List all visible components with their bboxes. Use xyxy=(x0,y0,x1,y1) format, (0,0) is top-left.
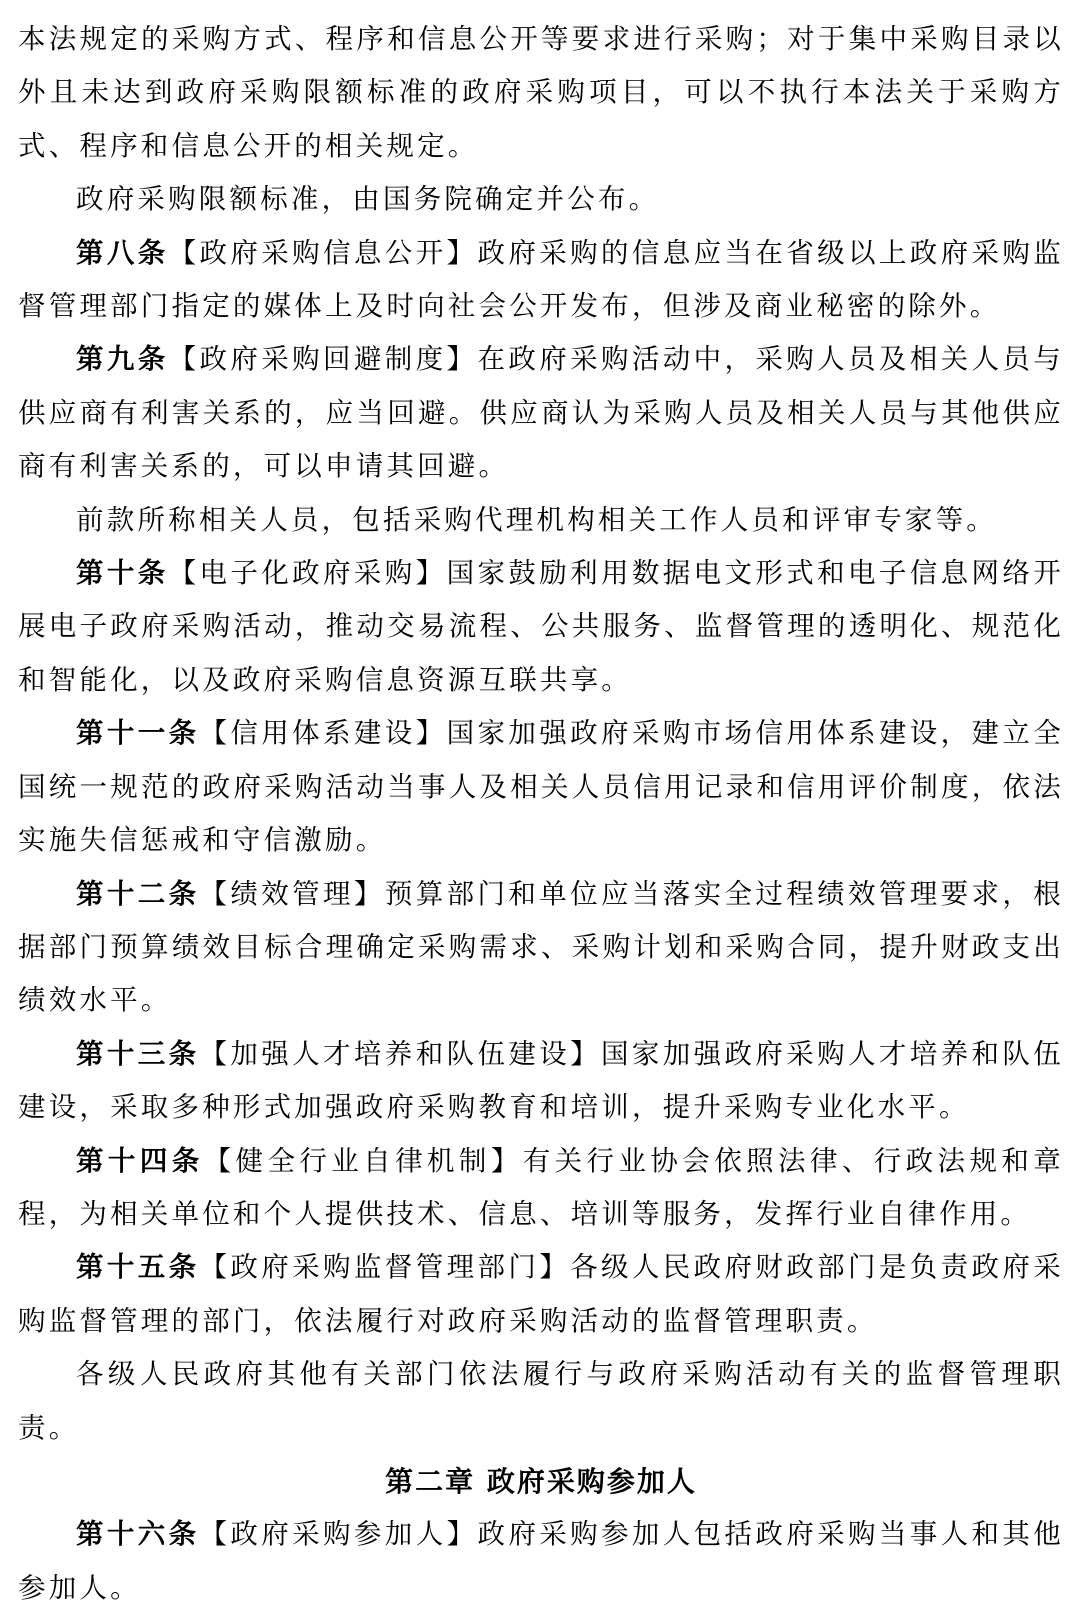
article-13 xyxy=(18,1028,1064,1135)
article-body: 在政府采购活动中，采购人员及相关人员与供应商有利害关系的，应当回避。供应商认为采购人员及相关人员与其他供应商有利害关系的，可以申请其回避。 xyxy=(18,343,1064,483)
article-number: 第十六条 xyxy=(76,1518,200,1551)
article-number: 第八条 xyxy=(76,236,169,269)
article-title: 【加强人才培养和队伍建设】 xyxy=(199,1037,601,1070)
article-16 xyxy=(18,1508,1064,1615)
paragraph-continuation: 本法规定的采购方式、程序和信息公开等要求进行采购；对于集中采购目录以外且未达到政府采购限额标准的政府采购项目，可以不执行本法关于采购方式、程序和信息公开的相关规定。 xyxy=(18,23,1064,162)
article-12 xyxy=(18,868,1064,1028)
article-body: 国家鼓励利用数据电文形式和电子信息网络开展电子政府采购活动，推动交易流程、公共服务、监督管理的透明化、规范化和智能化，以及政府采购信息资源互联共享。 xyxy=(18,557,1064,696)
article-body: 预算部门和单位应当落实全过程绩效管理要求，根据部门预算绩效目标合理确定采购需求、采购计划和采购合同，提升财政支出绩效水平。 xyxy=(18,877,1064,1017)
article-title: 【政府采购回避制度】 xyxy=(168,343,478,376)
article-number: 第十二条 xyxy=(76,877,200,910)
article-body: 各级人民政府财政部门是负责政府采购监督管理的部门，依法履行对政府采购活动的监督管理职责。 xyxy=(18,1251,1064,1337)
article-14 xyxy=(18,1135,1064,1242)
article-15 xyxy=(18,1241,1064,1348)
article-title: 【健全行业自律机制】 xyxy=(203,1144,523,1177)
article-number: 第十三条 xyxy=(76,1037,200,1070)
article-10 xyxy=(18,547,1064,707)
article-title: 【绩效管理】 xyxy=(199,877,385,910)
article-number: 第十五条 xyxy=(76,1251,200,1284)
article-11 xyxy=(18,707,1064,867)
paragraph-other-departments: 各级人民政府其他有关部门依法履行与政府采购活动有关的监督管理职责。 xyxy=(18,1358,1064,1444)
article-body: 政府采购参加人包括政府采购当事人和其他参加人。 xyxy=(18,1518,1064,1604)
article-body: 政府采购的信息应当在省级以上政府采购监督管理部门指定的媒体上及时向社会公开发布，但涉及商业秘密的除外。 xyxy=(18,236,1064,323)
chapter-heading: 第二章 政府采购参加人 xyxy=(385,1464,697,1498)
paragraph-related-personnel: 前款所称相关人员，包括采购代理机构相关工作人员和评审专家等。 xyxy=(76,503,997,536)
article-title: 【电子化政府采购】 xyxy=(168,557,447,590)
article-number: 第十条 xyxy=(76,557,169,590)
article-number: 第十四条 xyxy=(76,1144,204,1177)
article-title: 【信用体系建设】 xyxy=(199,717,447,750)
paragraph-limit-standard: 政府采购限额标准，由国务院确定并公布。 xyxy=(76,183,660,216)
article-number: 第九条 xyxy=(76,343,169,376)
article-body: 有关行业协会依照法律、行政法规和章程，为相关单位和个人提供技术、信息、培训等服务，发挥行业自律作用。 xyxy=(18,1144,1064,1230)
article-title: 【政府采购监督管理部门】 xyxy=(199,1251,571,1284)
article-9 xyxy=(18,333,1064,493)
article-number: 第十一条 xyxy=(76,717,200,750)
article-title: 【政府采购信息公开】 xyxy=(168,236,478,269)
article-body: 国家加强政府采购市场信用体系建设，建立全国统一规范的政府采购活动当事人及相关人员信用记录和信用评价制度，依法实施失信惩戒和守信激励。 xyxy=(18,717,1064,857)
article-8 xyxy=(18,227,1064,334)
article-title: 【政府采购参加人】 xyxy=(199,1518,478,1551)
article-body: 国家加强政府采购人才培养和队伍建设，采取多种形式加强政府采购教育和培训，提升采购专业化水平。 xyxy=(18,1037,1065,1124)
